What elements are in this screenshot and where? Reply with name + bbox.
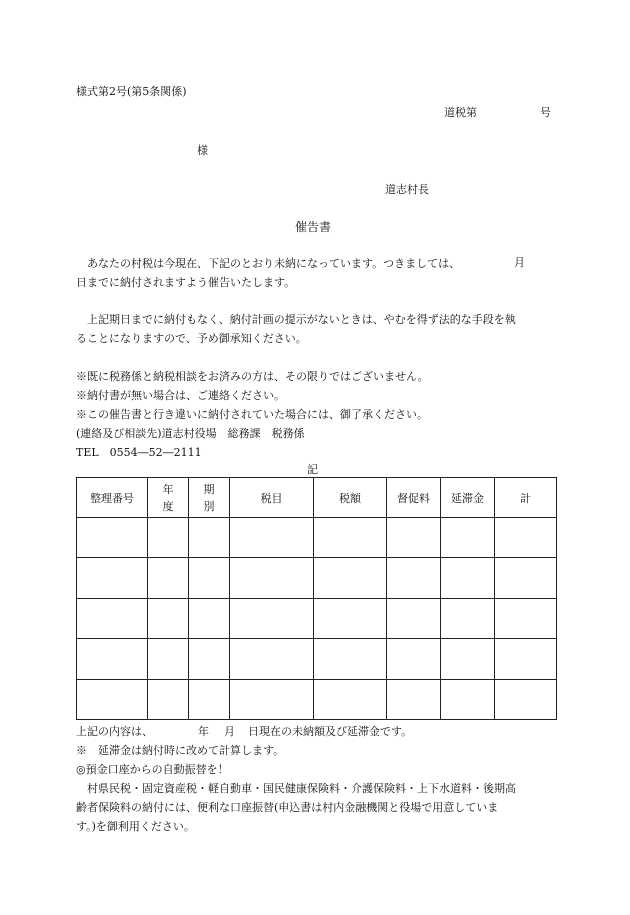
document-title: 催告書 [295,220,332,234]
paragraph-demand-line1: あなたの村税は今現在、下記のとおり未納になっています。つきましては、 [87,257,461,270]
issuer: 道志村長 [385,183,429,196]
notes-block [76,367,554,462]
entaikin-note: ※ 延滞金は納付時に改めて計算します。 [76,744,285,757]
table-row [77,598,557,638]
note-line: ※既に税務係と納税相談をお済みの方は、その限りではございません。 [76,370,429,383]
arrears-table [76,477,557,720]
doc-number-suffix: 号 [540,106,551,119]
contact-line: (連絡及び相談先)道志村役場 総務課 税務係 [76,427,305,440]
header-kibetsu: 期 別 [189,478,230,518]
ki-heading: 記 [307,463,318,476]
header-nendo: 年 度 [148,478,189,518]
header-zeigaku: 税額 [314,478,387,518]
header-tokusokuryo: 督促料 [387,478,441,518]
table-row [77,558,557,598]
paragraph-demand-line2: 日までに納付されますよう催告いたします。 [76,276,296,289]
doc-number-prefix: 道税第 [444,106,477,119]
auto-transfer-line2: 齢者保険料の納付には、便利な口座振替(申込書は村内金融機関と役場で用意していま [76,801,499,814]
header-zeimoku: 税目 [230,478,314,518]
table-row [77,639,557,679]
auto-transfer-line1: 村県民税・固定資産税・軽自動車・国民健康保険料・介護保険料・上下水道料・後期高 [87,782,516,795]
tel-line: TEL 0554―52―2111 [76,446,202,459]
paragraph-legal-line1: 上記期日までに納付もなく、納付計画の提示がないときは、やむを得ず法的な手段を執 [87,313,516,326]
addressee-suffix: 様 [197,144,208,157]
header-kei: 計 [495,478,557,518]
table-header-row [77,478,557,518]
note-line: ※納付書が無い場合は、ご連絡ください。 [76,389,285,402]
table-row [77,518,557,558]
note-line: ※この催告書と行き違いに納付されていた場合には、御了承ください。 [76,408,428,421]
paragraph-legal-action [76,310,554,348]
paragraph-legal-line2: ることになりますので、予め御承知ください。 [76,332,307,345]
footer-block [76,722,554,836]
auto-transfer-title: ◎預金口座からの自動振替を！ [76,763,229,776]
summary-line: 上記の内容は、 年 月 日現在の未納額及び延滞金です。 [76,725,413,738]
auto-transfer-line3: す。)を御利用ください。 [76,820,195,833]
header-seiri-bango: 整理番号 [77,478,148,518]
paragraph-demand [76,254,554,292]
header-entaikin: 延滞金 [441,478,495,518]
table-row [77,679,557,719]
form-number: 様式第2号(第5条関係) [76,85,187,98]
month-unit: 月 [514,256,525,269]
